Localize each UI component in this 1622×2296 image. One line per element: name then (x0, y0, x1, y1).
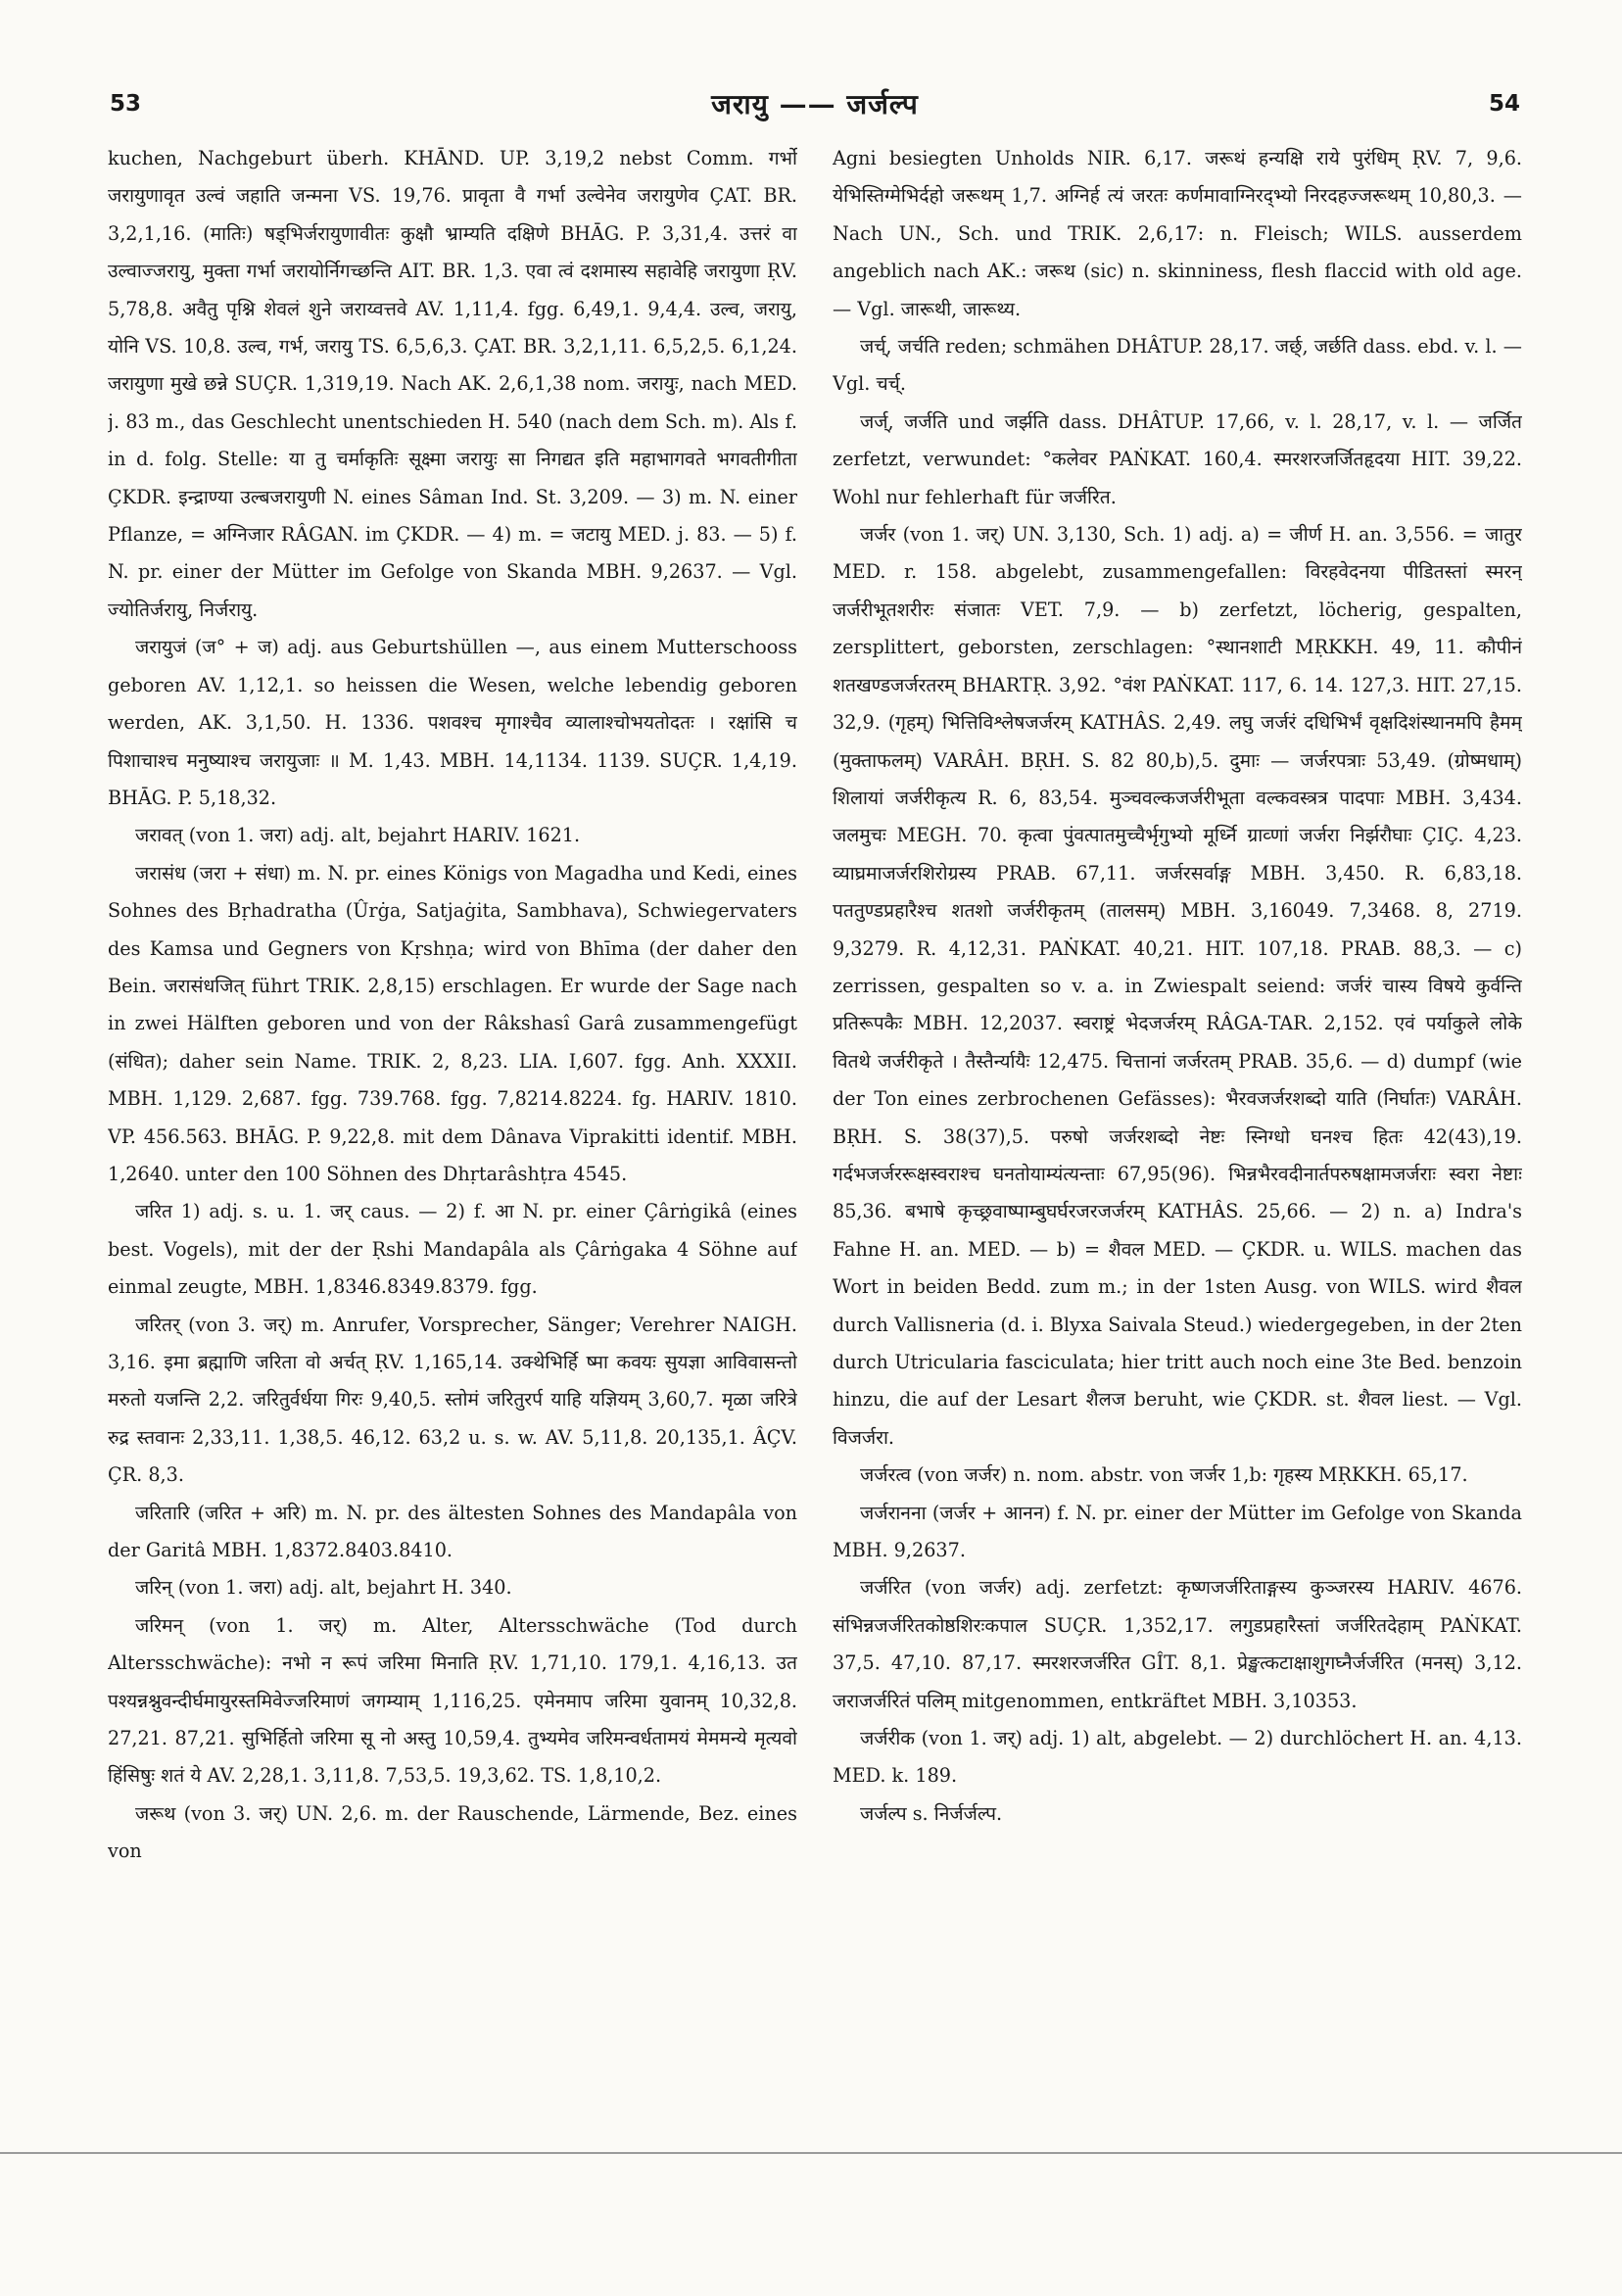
entry-paragraph: जरावत् (von 1. जरा) adj. alt, bejahrt HARIV. 1621. (135, 824, 581, 847)
running-head: जरायु —— जर्जल्प (711, 88, 919, 120)
page-header (110, 84, 1520, 123)
page-number-right: 54 (1488, 91, 1520, 117)
entry-paragraph: जर्जरत्व (von जर्जर) n. nom. abstr. von जर्जर 1,b: गृहस्य MṚKKH. 65,17. (860, 1463, 1468, 1487)
left-column (108, 140, 797, 1991)
footer-rule (0, 2152, 1622, 2154)
entry-paragraph: जर्जरानना (जर्जर + आनन) f. N. pr. einer der Mütter im Gefolge von Skanda MBH. 9,2637. (833, 1501, 1522, 1562)
entry-paragraph: जर्जरीक (von 1. जर्) adj. 1) alt, abgelebt. — 2) durchlöchert H. an. 4,13. MED. k. 189. (833, 1727, 1522, 1788)
entry-paragraph: जरासंध (जरा + संधा) m. N. pr. eines Königs von Magadha und Kedi, eines Sohnes des Bṛhadratha (Ûrġa, Satjaġita, Sambhava), Schwiegervaters des Kamsa und Gegners von Kṛshṇa; wird von Bhīma (der daher den Bein. जरासंधजित् führt TRIK. 2,8,15) erschlagen. Er wurde der Sage nach in zwei Hälften geboren und von der Râkshasî Garâ zusammengefügt (संधित); daher sein Name. TRIK. 2, 8,23. LIA. I,607. fgg. Anh. XXXII. MBH. 1,129. 2,687. fgg. 739.768. fgg. 7,8214.8224. fg. HARIV. 1810. VP. 456.563. BHĀG. P. 9,22,8. mit dem Dânava Viprakitti identif. MBH. 1,2640. unter den 100 Söhnen des Dhṛtarâshṭra 4545. (108, 861, 797, 1185)
entry-paragraph: जरितारि (जरित + अरि) m. N. pr. des ältesten Sohnes des Mandapâla von der Garitâ MBH. 1,8372.8403.8410. (108, 1501, 797, 1562)
entry-paragraph: जर्ज्, जर्जति und जर्झति dass. DHÂTUP. 17,66, v. l. 28,17, v. l. — जर्जित zerfetzt, verwundet: °कलेवर PAṄKAT. 160,4. स्मरशरजर्जितहृदया HIT. 39,22. Wohl nur fehlerhaft für जर्जरित. (833, 409, 1522, 508)
entry-paragraph: जर्च्, जर्चति reden; schmähen DHÂTUP. 28,17. जर्छ्, जर्छति dass. ebd. v. l. — Vgl. चर्च्. (833, 335, 1522, 396)
entry-paragraph: जरिमन् (von 1. जर्) m. Alter, Altersschwäche (Tod durch Altersschwäche): नभो न रूपं जरिमा मिनाति ṚV. 1,71,10. 179,1. 4,16,13. उत पश्यन्नश्नुवन्दीर्घमायुरस्तमिवेज्जरिमाणं जगम्याम् 1,116,25. एमेनमाप जरिमा युवानम् 10,32,8. 27,21. 87,21. सुभिर्हितो जरिमा सू नो अस्तु 10,59,4. तुभ्यमेव जरिमन्वर्धतामयं मेममन्ये मृत्यवो हिंसिषुः शतं ये AV. 2,28,1. 3,11,8. 7,53,5. 19,3,62. TS. 1,8,10,2. (108, 1613, 797, 1788)
entry-paragraph: जरूथ (von 3. जर्) UN. 2,6. m. der Rauschende, Lärmende, Bez. eines von (108, 1801, 797, 1863)
entry-paragraph: जर्जल्प s. निर्जर्जल्प. (860, 1801, 1003, 1825)
entry-paragraph: kuchen, Nachgeburt überh. KHĀND. UP. 3,19,2 nebst Comm. गर्भो जरायुणावृत उल्वं जहाति जन्मना VS. 19,76. प्रावृता वै गर्भा उल्वेनेव जरायुणेव ÇAT. BR. 3,2,1,16. (मातिः) षड्भिर्जरायुणावीतः कुक्षौ भ्राम्यति दक्षिणे BHĀG. P. 3,31,4. उत्तरं वा उल्वाज्जरायु, मुक्ता गर्भा जरायोर्निगच्छन्ति AIT. BR. 1,3. एवा त्वं दशमास्य सहावेहि जरायुणा ṚV. 5,78,8. अवैतु पृश्नि शेवलं शुने जराय्वत्तवे AV. 1,11,4. fgg. 6,49,1. 9,4,4. उल्व, जरायु, योनि VS. 10,8. उल्व, गर्भ, जरायु TS. 6,5,6,3. ÇAT. BR. 3,2,1,11. 6,5,2,5. 6,1,24. जरायुणा मुखे छन्ने SUÇR. 1,319,19. Nach AK. 2,6,1,38 nom. जरायुः, nach MED. j. 83 m., das Geschlecht unentschieden H. 540 (nach dem Sch. m). Als f. in d. folg. Stelle: या तु चर्माकृतिः सूक्ष्मा जरायुः सा निगद्यत इति महाभागवते भगवतीगीता ÇKDR. इन्द्राण्या उल्बजरायुणी N. eines Sâman Ind. St. 3,209. — 3) m. N. einer Pflanze, = अग्निजार RÂGAN. im ÇKDR. — 4) m. = जटायु MED. j. 83. — 5) f. N. pr. einer der Mütter im Gefolge von Skanda MBH. 9,2637. — Vgl. ज्योतिर्जरायु, निर्जरायु. (108, 147, 797, 621)
entry-paragraph: जरितर् (von 3. जर्) m. Anrufer, Vorsprecher, Sänger; Verehrer NAIGH. 3,16. इमा ब्रह्माणि जरिता वो अर्चत् ṚV. 1,165,14. उक्थेभिर्हि ष्मा कवयः सुयज्ञा आविवासन्तो मरुतो यजन्ति 2,2. जरितुर्वर्धया गिरः 9,40,5. स्तोमं जरितुरर्प याहि यज्ञियम् 3,60,7. मृळा जरित्रे रुद्र स्तवानः 2,33,11. 1,38,5. 46,12. 63,2 u. s. w. AV. 5,11,8. 20,135,1. ÂÇV. ÇR. 8,3. (108, 1313, 797, 1487)
entry-paragraph: जरिन् (von 1. जरा) adj. alt, bejahrt H. 340. (135, 1576, 512, 1600)
entry-paragraph: जरायुजं (ज° + ज) adj. aus Geburtshüllen —, aus einem Mutterschooss geboren AV. 1,12,1. so heissen die Wesen, welche lebendig geboren werden, AK. 3,1,50. H. 1336. पशवश्च मृगाश्चैव व्यालाश्चोभयतोदतः । रक्षांसि च पिशाचाश्च मनुष्याश्च जरायुजाः ॥ M. 1,43. MBH. 14,1134. 1139. SUÇR. 1,4,19. BHĀG. P. 5,18,32. (108, 636, 797, 809)
entry-paragraph: जर्जरित (von जर्जर) adj. zerfetzt: कृष्णजर्जरिताङ्गस्य कुञ्जरस्य HARIV. 4676. संभिन्नजर्जरितकोष्ठशिरःकपाल SUÇR. 1,352,17. लगुडप्रहारैस्तां जर्जरितदेहाम् PAṄKAT. 37,5. 47,10. 87,17. स्मरशरजर्जरित GÎT. 8,1. प्रेङ्खत्कटाक्षाशुगघ्नैर्जर्जरित (मनस्) 3,12. जराजर्जरितं पलिम् mitgenommen, entkräftet MBH. 3,10353. (833, 1576, 1522, 1712)
page-number-left: 53 (110, 91, 142, 117)
entry-paragraph: जरित 1) adj. s. u. 1. जर् caus. — 2) f. आ N. pr. einer Çârṅgikâ (eines best. Vogels), mit der der Ṛshi Mandapâla als Çârṅgaka 4 Söhne auf einmal zeugte, MBH. 1,8346.8349.8379. fgg. (108, 1200, 797, 1299)
dictionary-columns (108, 140, 1522, 1991)
entry-paragraph: Agni besiegten Unholds NIR. 6,17. जरूथं हन्यक्षि राये पुरंधिम् ṚV. 7, 9,6. येभिस्तिग्मेभिर्दहो जरूथम् 1,7. अग्निर्ह त्यं जरतः कर्णमावाग्निरद्भ्यो निरदहज्जरूथम् 10,80,3. — Nach UN., Sch. und TRIK. 2,6,17: n. Fleisch; WILS. ausserdem angeblich nach AK.: जरूथ (sic) n. skinniness, flesh flaccid with old age. — Vgl. जारूथी, जारूथ्य. (833, 147, 1522, 320)
entry-paragraph: जर्जर (von 1. जर्) UN. 3,130, Sch. 1) adj. a) = जीर्ण H. an. 3,556. = जातुर MED. r. 158. abgelebt, zusammengefallen: विरहवेदनया पीडितस्तां स्मरन् जर्जरीभूतशरीरः संजातः VET. 7,9. — b) zerfetzt, löcherig, gespalten, zersplittert, geborsten, zerschlagen: °स्थानशाटी MṚKKH. 49, 11. कौपीनं शतखण्डजर्जरतरम् BHARTṚ. 3,92. °वंश PAṄKAT. 117, 6. 14. 127,3. HIT. 27,15. 32,9. (गृहम्) भित्तिविश्लेषजर्जरम् KATHÂS. 2,49. लघु जर्जरं दधिभिर्भं वृक्षदिशंस्थानमपि हैमम् (मुक्ताफलम्) VARÂH. BṚH. S. 82 80,b),5. दुमाः — जर्जरपत्राः 53,49. (ग्रोष्मधाम्) शिलायां जर्जरीकृत्य R. 6, 83,54. मुञ्चवल्कजर्जरीभूता वल्कवस्त्रत्र पादपाः MBH. 3,434. जलमुचः MEGH. 70. कृत्वा पुंवत्पातमुच्चैर्भृगुभ्यो मूर्ध्नि ग्राव्णां जर्जरा निर्झरौघाः ÇIÇ. 4,23. व्याघ्रमाजर्जरशिरोग्रस्य PRAB. 67,11. जर्जरसर्वाङ्ग MBH. 3,450. R. 6,83,18. पततुण्डप्रहारैश्च शतशो जर्जरीकृतम् (तालसम्) MBH. 3,16049. 7,3468. 8, 2719. 9,3279. R. 4,12,31. PAṄKAT. 40,21. HIT. 107,18. PRAB. 88,3. — c) zerrissen, gespalten so v. a. in Zwiespalt seiend: जर्जरं चास्य विषये कुर्वन्ति प्रतिरूपकैः MBH. 12,2037. स्वराष्ट्रं भेदजर्जरम् RÂGA-TAR. 2,152. एवं पर्याकुले लोके वितथे जर्जरीकृते । तैस्तैर्न्यायैः 12,475. चित्तानां जर्जरतम् PRAB. 35,6. — d) dumpf (wie der Ton eines zerbrochenen Gefässes): भैरवजर्जरशब्दो याति (निर्घातः) VARÂH. BṚH. S. 38(37),5. परुषो जर्जरशब्दो नेष्टः स्निग्धो घनश्च हितः 42(43),19. गर्दभजर्जररूक्षस्वराश्च घनतोयाम्यंत्यन्ताः 67,95(96). भिन्नभैरवदीनार्तपरुषक्षामजर्जराः स्वरा नेष्टाः 85,36. बभाषे कृच्छ्रवाष्पाम्बुघर्घरजरजर्जरम् KATHÂS. 25,66. — 2) n. a) Indra's Fahne H. an. MED. — b) = शैवल MED. — ÇKDR. u. WILS. machen das Wort in beiden Bedd. zum m.; in der 1sten Ausg. von WILS. wird शैवल durch Vallisneria (d. i. Blyxa Saivala Steud.) wiedergegeben, in der 2ten durch Utricularia fasciculata; hier tritt auch noch eine 3te Bed. benzoin hinzu, die auf der Lesart शैलज beruht, wie ÇKDR. st. शैवल liest. — Vgl. विजर्जरा. (833, 523, 1522, 1449)
right-column (833, 140, 1522, 1991)
